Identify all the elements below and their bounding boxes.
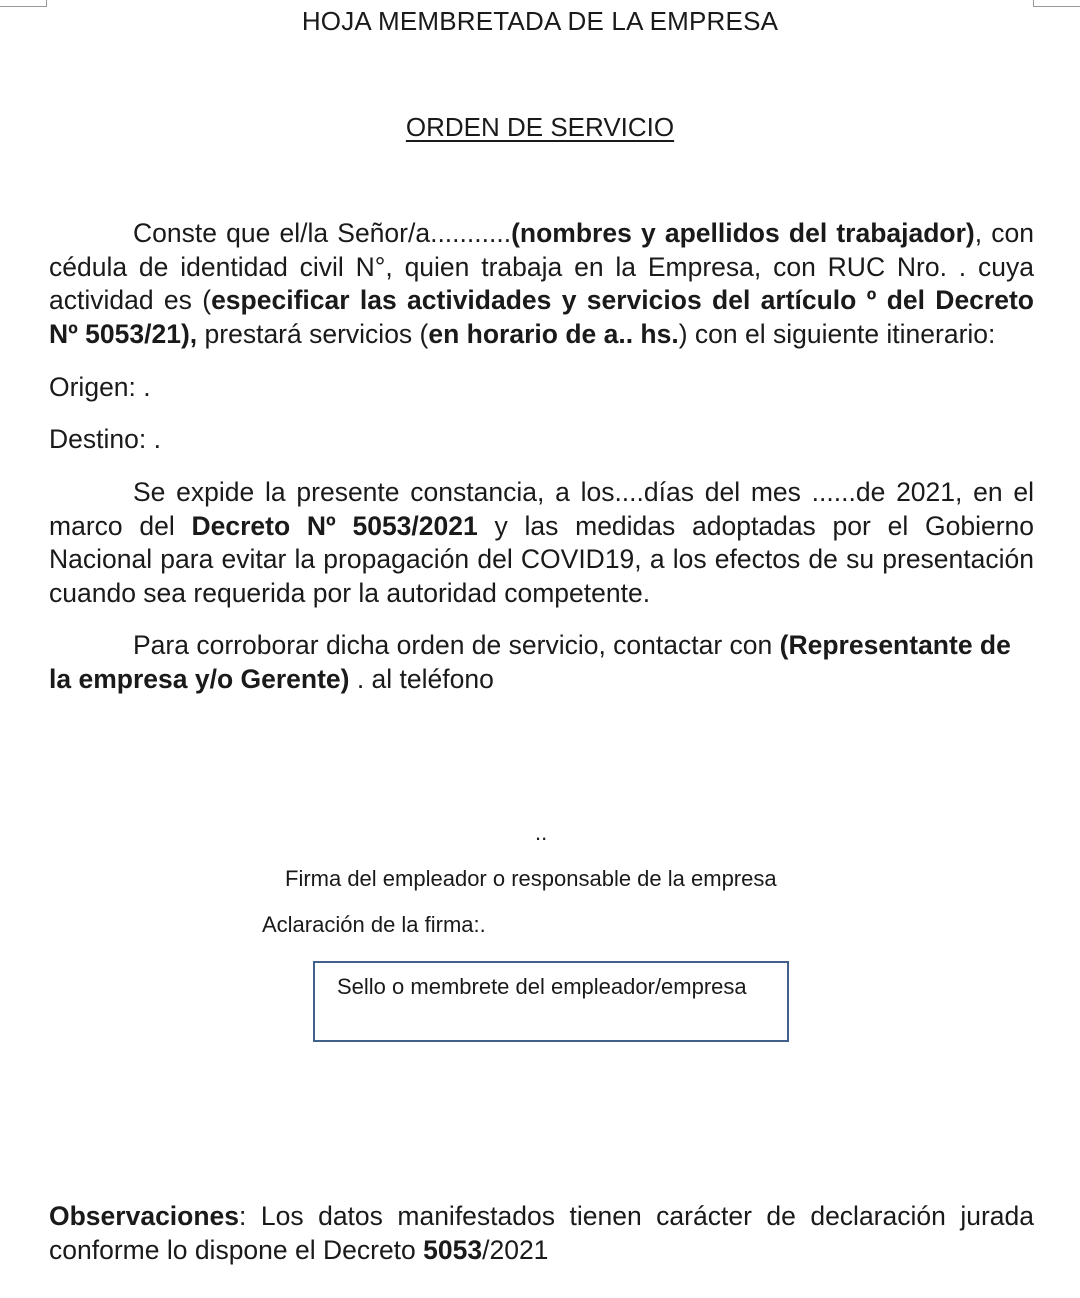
p1-text-4: ) con el siguiente itinerario: xyxy=(678,318,996,349)
observations-bold-decree-number: 5053 xyxy=(423,1234,483,1265)
observations-text-2: /2021 xyxy=(482,1234,549,1265)
paragraph-worker-info xyxy=(49,217,1034,351)
p1-text-1: Conste que el/la Señor/a........... xyxy=(133,218,512,248)
paragraph-contact xyxy=(49,629,1034,696)
destination-line: Destino: . xyxy=(49,424,161,454)
paragraph-constancia xyxy=(49,476,1034,610)
signature-dots: .. xyxy=(535,820,548,845)
p1-text-2: , con cédula de identidad civil N°, quien trabaja en la Empresa, con RUC Nro. . cuya actividad es ( xyxy=(49,218,1034,315)
p1-bold-activities: especificar las actividades y servicios del artículo º del Decreto Nº 5053/21), xyxy=(49,285,1034,349)
p1-text-3: prestará servicios ( xyxy=(197,318,429,349)
observations-label: Observaciones xyxy=(49,1201,240,1231)
observations-text-1: : Los datos manifestados tienen carácter de declaración jurada conforme lo dispone el Decreto xyxy=(49,1201,1034,1265)
p3-text-1: Se expide la presente constancia, a los....días del mes ......de 2021, en el marco del xyxy=(49,477,1034,541)
p4-text-2: . al teléfono xyxy=(349,663,494,694)
p3-bold-decree: Decreto Nº 5053/2021 xyxy=(191,510,478,541)
letterhead: HOJA MEMBRETADA DE LA EMPRESA xyxy=(301,6,779,36)
observations xyxy=(49,1200,1034,1267)
signature-clarification: Aclaración de la firma:. xyxy=(262,912,486,937)
origin-line: Origen: . xyxy=(49,372,151,402)
p4-text-1: Para corroborar dicha orden de servicio, contactar con xyxy=(133,630,780,660)
document-title: ORDEN DE SERVICIO xyxy=(405,112,675,142)
p1-bold-schedule: en horario de a.. hs. xyxy=(428,318,679,349)
p3-text-2: y las medidas adoptadas por el Gobierno Nacional para evitar la propagación del COVID19, a los efectos de su presentación cuando sea requerida por la autoridad competente. xyxy=(49,510,1034,608)
signature-label: Firma del empleador o responsable de la empresa xyxy=(285,866,777,891)
stamp-box xyxy=(313,961,789,1042)
p4-bold-representative: (Representante de la empresa y/o Gerente) xyxy=(49,630,1011,694)
stamp-label: Sello o membrete del empleador/empresa xyxy=(337,974,747,999)
p1-bold-worker-name: (nombres y apellidos del trabajador) xyxy=(511,218,975,248)
